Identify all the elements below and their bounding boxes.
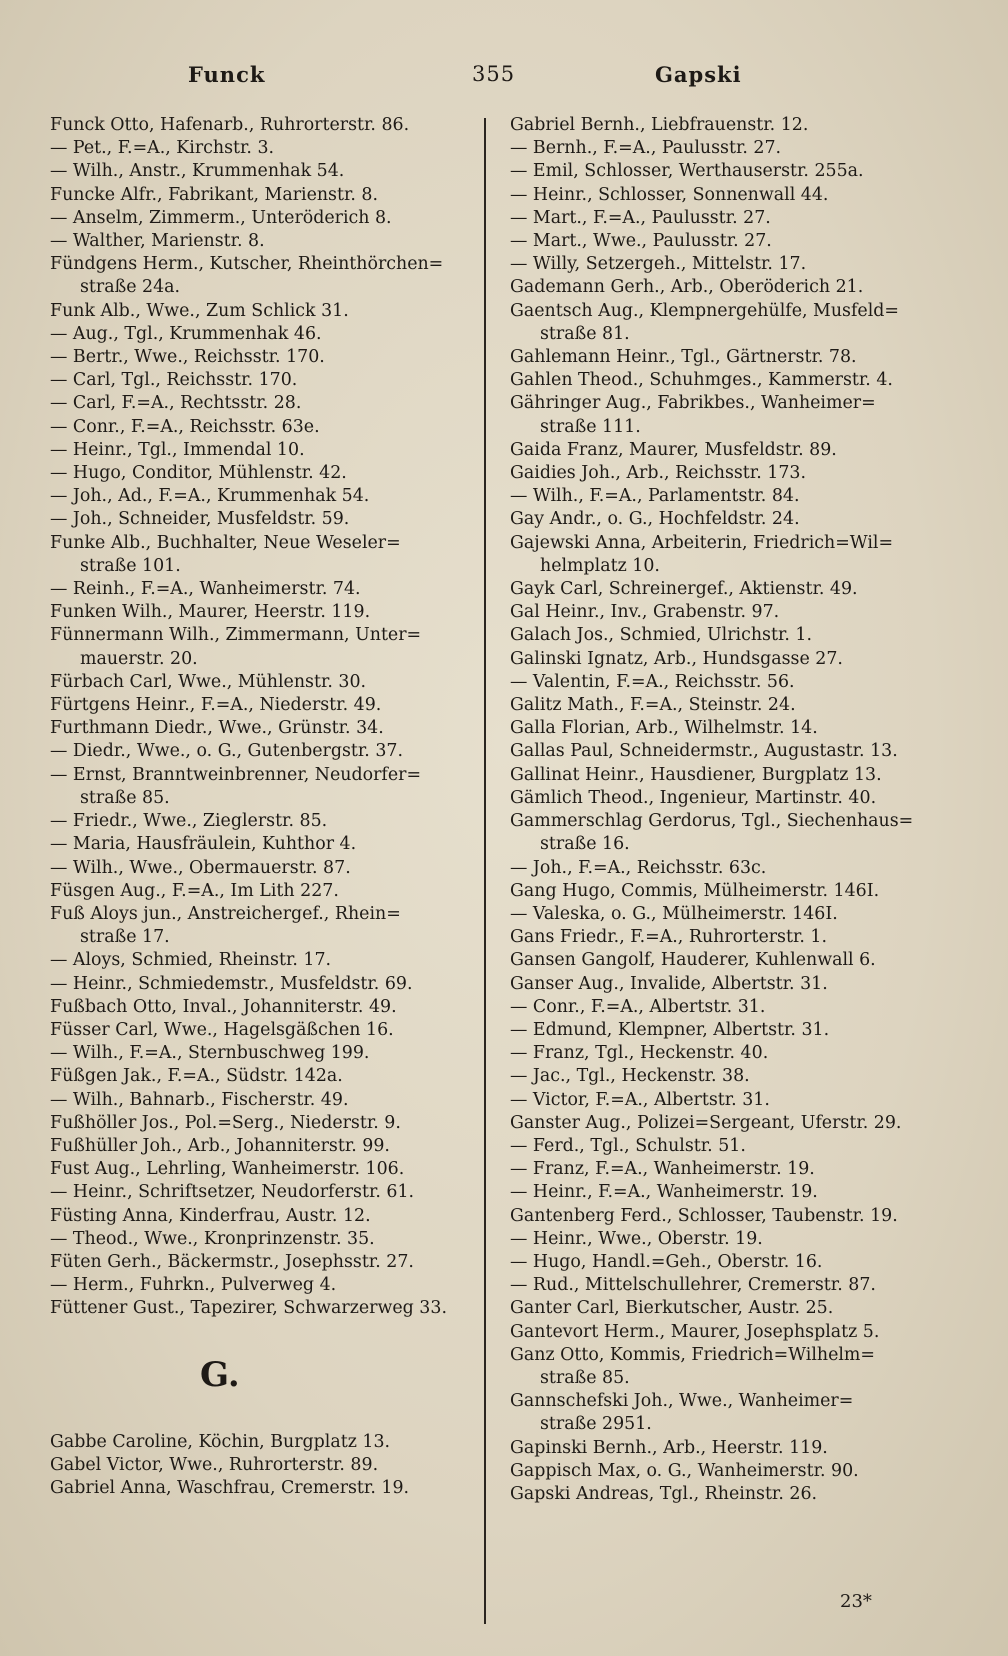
directory-entry: Fürtgens Heinr., F.=A., Niederstr. 49. (50, 695, 382, 716)
directory-entry: Fuß Aloys jun., Anstreichergef., Rhein= (50, 903, 401, 924)
directory-entry: Ganz Otto, Kommis, Friedrich=Wilhelm= (510, 1344, 875, 1365)
entry-continuation: straße 81. (540, 323, 630, 344)
directory-entry: — Bernh., F.=A., Paulusstr. 27. (510, 138, 782, 159)
directory-entry: — Mart., Wwe., Paulusstr. 27. (510, 231, 772, 252)
entry-continuation: straße 101. (80, 555, 181, 576)
directory-entry: — Anselm, Zimmerm., Unteröderich 8. (50, 207, 392, 228)
directory-entry: Gang Hugo, Commis, Mülheimerstr. 146I. (510, 880, 880, 901)
directory-entry: — Conr., F.=A., Albertstr. 31. (510, 996, 766, 1017)
directory-entry: — Willy, Setzergeh., Mittelstr. 17. (510, 254, 807, 275)
directory-entry: — Aug., Tgl., Krummenhak 46. (50, 323, 322, 344)
directory-entry: — Herm., Fuhrkn., Pulverweg 4. (50, 1275, 337, 1296)
directory-entry: — Jac., Tgl., Heckenstr. 38. (510, 1066, 750, 1087)
directory-entry: Gallas Paul, Schneidermstr., Augustastr. 13. (510, 741, 898, 762)
directory-entry: — Joh., F.=A., Reichsstr. 63c. (510, 857, 767, 878)
directory-entry: Funcke Alfr., Fabrikant, Marienstr. 8. (50, 184, 379, 205)
directory-entry: Gayk Carl, Schreinergef., Aktienstr. 49. (510, 579, 858, 600)
directory-entry: Gaentsch Aug., Klempnergehülfe, Musfeld= (510, 300, 899, 321)
entry-continuation: straße 111. (540, 416, 641, 437)
directory-entry: Gahlen Theod., Schuhmges., Kammerstr. 4. (510, 370, 893, 391)
right-column (510, 114, 950, 1506)
directory-entry: — Ferd., Tgl., Schulstr. 51. (510, 1135, 746, 1156)
directory-entry: Galach Jos., Schmied, Ulrichstr. 1. (510, 625, 812, 646)
directory-entry: Gapski Andreas, Tgl., Rheinstr. 26. (510, 1483, 818, 1504)
directory-entry: Gay Andr., o. G., Hochfeldstr. 24. (510, 509, 800, 530)
directory-entry: — Hugo, Conditor, Mühlenstr. 42. (50, 463, 347, 484)
directory-entry: Gähringer Aug., Fabrikbes., Wanheimer= (510, 393, 876, 414)
directory-entry: Fürbach Carl, Wwe., Mühlenstr. 30. (50, 671, 367, 692)
directory-entry: Furthmann Diedr., Wwe., Grünstr. 34. (50, 718, 384, 739)
directory-entry: — Victor, F.=A., Albertstr. 31. (510, 1089, 770, 1110)
directory-entry: Füsting Anna, Kinderfrau, Austr. 12. (50, 1205, 371, 1226)
directory-entry: Fündgens Herm., Kutscher, Rheinthörchen= (50, 254, 444, 275)
entry-continuation: straße 85. (80, 787, 170, 808)
directory-entry: Gabbe Caroline, Köchin, Burgplatz 13. (50, 1431, 391, 1452)
directory-entry: Gappisch Max, o. G., Wanheimerstr. 90. (510, 1460, 859, 1481)
entry-continuation: helmplatz 10. (540, 555, 660, 576)
signature-mark: 23* (840, 1591, 872, 1612)
directory-entry: — Heinr., Tgl., Immendal 10. (50, 439, 305, 460)
directory-entry: Gaida Franz, Maurer, Musfeldstr. 89. (510, 439, 837, 460)
directory-entry: Ganter Carl, Bierkutscher, Austr. 25. (510, 1298, 834, 1319)
directory-entry: — Pet., F.=A., Kirchstr. 3. (50, 138, 275, 159)
directory-entry: — Joh., Schneider, Musfeldstr. 59. (50, 509, 350, 530)
page-number: 355 (472, 62, 516, 86)
directory-entry: Gallinat Heinr., Hausdiener, Burgplatz 13. (510, 764, 882, 785)
directory-entry: Funken Wilh., Maurer, Heerstr. 119. (50, 602, 371, 623)
directory-entry: — Walther, Marienstr. 8. (50, 231, 265, 252)
directory-entry: — Reinh., F.=A., Wanheimerstr. 74. (50, 579, 361, 600)
directory-entry: — Emil, Schlosser, Werthauserstr. 255a. (510, 161, 864, 182)
directory-entry: — Rud., Mittelschullehrer, Cremerstr. 87. (510, 1275, 876, 1296)
directory-entry: — Edmund, Klempner, Albertstr. 31. (510, 1019, 830, 1040)
directory-entry: — Aloys, Schmied, Rheinstr. 17. (50, 950, 332, 971)
directory-entry: — Franz, Tgl., Heckenstr. 40. (510, 1043, 769, 1064)
directory-entry: Füsgen Aug., F.=A., Im Lith 227. (50, 880, 339, 901)
directory-entry: — Theod., Wwe., Kronprinzenstr. 35. (50, 1228, 375, 1249)
directory-entry: — Wilh., Wwe., Obermauerstr. 87. (50, 857, 351, 878)
directory-entry: — Conr., F.=A., Reichsstr. 63e. (50, 416, 320, 437)
directory-entry: Füten Gerh., Bäckermstr., Josephsstr. 27. (50, 1251, 414, 1272)
directory-entry: — Diedr., Wwe., o. G., Gutenbergstr. 37. (50, 741, 404, 762)
directory-entry: — Valeska, o. G., Mülheimerstr. 146I. (510, 903, 838, 924)
directory-entry: — Heinr., F.=A., Wanheimerstr. 19. (510, 1182, 818, 1203)
directory-entry: — Mart., F.=A., Paulusstr. 27. (510, 207, 771, 228)
directory-entry: Fust Aug., Lehrling, Wanheimerstr. 106. (50, 1159, 405, 1180)
directory-entry: — Maria, Hausfräulein, Kuhthor 4. (50, 834, 357, 855)
entry-continuation: straße 24a. (80, 277, 181, 298)
directory-entry: Gammerschlag Gerdorus, Tgl., Siechenhaus= (510, 811, 914, 832)
directory-entry: — Wilh., F.=A., Parlamentstr. 84. (510, 486, 800, 507)
directory-entry: Funke Alb., Buchhalter, Neue Weseler= (50, 532, 401, 553)
header-right-word: Gapski (655, 62, 742, 87)
directory-entry: — Ernst, Branntweinbrenner, Neudorfer= (50, 764, 422, 785)
left-column (50, 114, 490, 1500)
directory-entry: Fünnermann Wilh., Zimmermann, Unter= (50, 625, 422, 646)
directory-entry: — Heinr., Wwe., Oberstr. 19. (510, 1228, 763, 1249)
directory-entry: Gantevort Herm., Maurer, Josephsplatz 5. (510, 1321, 880, 1342)
directory-entry: Ganster Aug., Polizei=Sergeant, Uferstr. 29. (510, 1112, 902, 1133)
directory-entry: — Heinr., Schlosser, Sonnenwall 44. (510, 184, 829, 205)
directory-entry: Füsser Carl, Wwe., Hagelsgäßchen 16. (50, 1019, 394, 1040)
directory-entry: Ganser Aug., Invalide, Albertstr. 31. (510, 973, 828, 994)
directory-entry: Funck Otto, Hafenarb., Ruhrorterstr. 86. (50, 115, 410, 135)
directory-entry: Gapinski Bernh., Arb., Heerstr. 119. (510, 1437, 828, 1458)
directory-entry: — Bertr., Wwe., Reichsstr. 170. (50, 347, 325, 368)
directory-entry: — Friedr., Wwe., Zieglerstr. 85. (50, 811, 328, 832)
directory-entry: — Wilh., Anstr., Krummenhak 54. (50, 161, 345, 182)
directory-entry: Gabriel Anna, Waschfrau, Cremerstr. 19. (50, 1477, 410, 1498)
directory-entry: — Joh., Ad., F.=A., Krummenhak 54. (50, 486, 370, 507)
directory-entry: Füttener Gust., Tapezirer, Schwarzerweg 33. (50, 1298, 447, 1319)
directory-entry: Gabel Victor, Wwe., Ruhrorterstr. 89. (50, 1454, 379, 1475)
directory-entry: Galinski Ignatz, Arb., Hundsgasse 27. (510, 648, 843, 669)
entry-continuation: mauerstr. 20. (80, 648, 198, 669)
directory-entry: Galitz Math., F.=A., Steinstr. 24. (510, 695, 796, 716)
directory-entry: Fußhüller Joh., Arb., Johanniterstr. 99. (50, 1135, 390, 1156)
directory-entry: Gans Friedr., F.=A., Ruhrorterstr. 1. (510, 927, 828, 948)
directory-entry: Gantenberg Ferd., Schlosser, Taubenstr. 19. (510, 1205, 898, 1226)
directory-entry: Gademann Gerh., Arb., Oberöderich 21. (510, 277, 864, 298)
directory-entry: Galla Florian, Arb., Wilhelmstr. 14. (510, 718, 818, 739)
directory-entry: Gal Heinr., Inv., Grabenstr. 97. (510, 602, 780, 623)
directory-entry: — Heinr., Schriftsetzer, Neudorferstr. 61. (50, 1182, 415, 1203)
header-left-word: Funck (188, 62, 266, 87)
directory-entry: Gahlemann Heinr., Tgl., Gärtnerstr. 78. (510, 347, 857, 368)
directory-entry: — Carl, F.=A., Rechtsstr. 28. (50, 393, 302, 414)
directory-entry: Fußhöller Jos., Pol.=Serg., Niederstr. 9. (50, 1112, 401, 1133)
directory-entry: Fußbach Otto, Inval., Johanniterstr. 49. (50, 996, 397, 1017)
section-letter-heading: G. (200, 1354, 240, 1395)
directory-entry: Gämlich Theod., Ingenieur, Martinstr. 40. (510, 787, 877, 808)
entry-continuation: straße 85. (540, 1367, 630, 1388)
directory-entry: Funk Alb., Wwe., Zum Schlick 31. (50, 300, 349, 321)
directory-entry: — Valentin, F.=A., Reichsstr. 56. (510, 671, 795, 692)
entry-continuation: straße 17. (80, 927, 170, 948)
directory-entry: — Wilh., Bahnarb., Fischerstr. 49. (50, 1089, 349, 1110)
column-divider (484, 118, 486, 1624)
directory-entry: Gabriel Bernh., Liebfrauenstr. 12. (510, 115, 809, 135)
directory-entry: — Hugo, Handl.=Geh., Oberstr. 16. (510, 1251, 823, 1272)
directory-entry: — Franz, F.=A., Wanheimerstr. 19. (510, 1159, 815, 1180)
directory-entry: — Heinr., Schmiedemstr., Musfeldstr. 69. (50, 973, 413, 994)
directory-entry: — Carl, Tgl., Reichsstr. 170. (50, 370, 298, 391)
directory-entry: Gajewski Anna, Arbeiterin, Friedrich=Wil= (510, 532, 894, 553)
entry-continuation: straße 16. (540, 834, 630, 855)
page-header (0, 62, 1008, 96)
directory-entry: — Wilh., F.=A., Sternbuschweg 199. (50, 1043, 370, 1064)
directory-entry: Füßgen Jak., F.=A., Südstr. 142a. (50, 1066, 343, 1087)
directory-entry: Gansen Gangolf, Hauderer, Kuhlenwall 6. (510, 950, 876, 971)
entry-continuation: straße 2951. (540, 1414, 652, 1435)
directory-entry: Gaidies Joh., Arb., Reichsstr. 173. (510, 463, 806, 484)
directory-entry: Gannschefski Joh., Wwe., Wanheimer= (510, 1391, 854, 1412)
